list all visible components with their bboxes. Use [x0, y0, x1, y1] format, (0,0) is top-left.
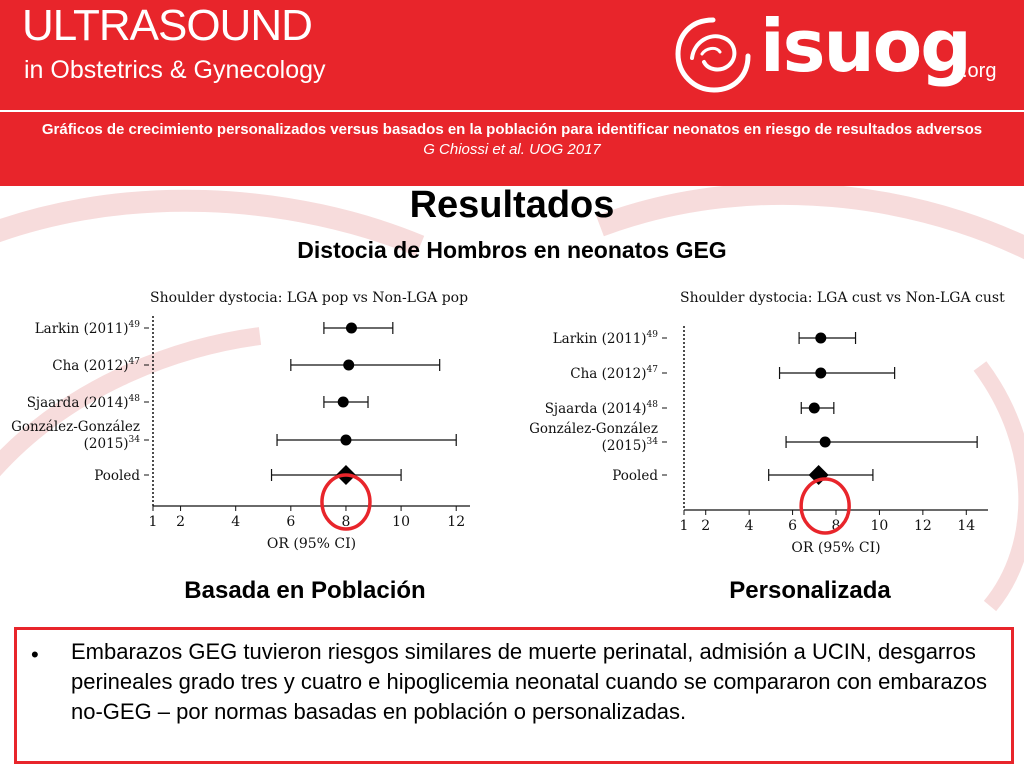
x-tick-label: 2	[176, 514, 186, 530]
study-label: González-González	[530, 421, 658, 437]
journal-header	[0, 0, 1024, 110]
highlight-circle	[801, 479, 849, 533]
slide-subtitle: Distocia de Hombros en neonatos GEG	[297, 237, 727, 263]
slide-title: Resultados	[409, 184, 615, 226]
x-axis-label: OR (95% CI)	[266, 536, 357, 552]
x-tick-label: 1	[679, 518, 689, 534]
x-tick-label: 12	[913, 518, 932, 534]
forest-plot-population-svg	[0, 280, 500, 560]
x-tick-label: 14	[957, 518, 976, 534]
study-reference: 47	[128, 357, 140, 367]
x-tick-label: 8	[831, 518, 841, 534]
study-label: Sjaarda $(2014)^{48}$	[26, 394, 140, 411]
logo-suffix: .org	[962, 60, 997, 82]
study-point-estimate	[338, 397, 349, 408]
study-point-estimate	[815, 368, 826, 379]
article-title: Gráficos de crecimiento personalizados versus basados en la población para identificar neonatos en riesgo de resultados adversos	[41, 121, 983, 138]
study-point-estimate	[820, 437, 831, 448]
study-label: Cha $(2012)^{47}$	[52, 357, 140, 374]
forest-plot-customized-svg	[530, 280, 1024, 560]
study-reference: 48	[646, 400, 658, 410]
study-point-estimate	[809, 403, 820, 414]
study-reference: 48	[128, 394, 140, 404]
study-reference: 34	[128, 435, 140, 445]
study-label: Pooled	[612, 468, 658, 484]
study-label: Larkin $(2011)^{49}$	[552, 330, 658, 347]
x-tick-label: 12	[447, 514, 466, 530]
summary-bullet: Embarazos GEG tuvieron riesgos similares de muerte perinatal, admisión a UCIN, desgarros perineales grado tres y cuatro e hipoglicemia neonatal cuando se compararon con embarazos no-GEG – por normas basadas en población o personalizadas.	[71, 639, 987, 724]
isuog-emblem-icon	[672, 14, 754, 96]
forest-plot-population	[0, 280, 500, 560]
study-label: González-González	[11, 419, 140, 435]
study-reference: 34	[646, 437, 658, 447]
panel-label-customized: Personalizada	[729, 577, 891, 604]
x-tick-label: 4	[744, 518, 754, 534]
study-reference: 47	[646, 365, 658, 375]
study-reference: 49	[128, 320, 140, 330]
plot-title: Shoulder dystocia: LGA cust vs Non-LGA cust	[680, 290, 1005, 306]
x-tick-label: 2	[701, 518, 711, 534]
x-tick-label: 6	[788, 518, 798, 534]
x-tick-label: 10	[870, 518, 889, 534]
x-tick-label: 10	[392, 514, 411, 530]
plot-title: Shoulder dystocia: LGA pop vs Non-LGA pop	[150, 290, 469, 306]
study-label: Pooled	[94, 468, 140, 484]
summary-box	[14, 627, 1014, 764]
study-label: Larkin $(2011)^{49}$	[34, 320, 140, 337]
isuog-logo	[672, 4, 1002, 103]
x-axis-label: OR (95% CI)	[791, 540, 881, 556]
study-label: $(2015)^{34}$	[601, 437, 658, 454]
x-tick-label: 6	[286, 514, 296, 530]
logo-wordmark: isuog	[760, 4, 970, 88]
study-point-estimate	[343, 360, 354, 371]
x-tick-label: 1	[148, 514, 158, 530]
article-citation: G Chiossi et al. UOG 2017	[423, 141, 601, 158]
journal-title: ULTRASOUND	[22, 1, 312, 50]
journal-subtitle: in Obstetrics & Gynecology	[24, 56, 326, 84]
study-label: Cha $(2012)^{47}$	[570, 365, 658, 382]
study-point-estimate	[815, 333, 826, 344]
forest-plot-customized	[530, 280, 1024, 560]
panel-label-population: Basada en Población	[184, 577, 426, 604]
study-point-estimate	[346, 323, 357, 334]
bullet-dot-icon: •	[31, 642, 39, 667]
study-reference: 49	[646, 330, 658, 340]
x-tick-label: 8	[341, 514, 351, 530]
study-label: Sjaarda $(2014)^{48}$	[544, 400, 658, 417]
study-label: $(2015)^{34}$	[83, 435, 140, 452]
x-tick-label: 4	[231, 514, 241, 530]
article-banner	[0, 110, 1024, 186]
study-point-estimate	[340, 435, 351, 446]
